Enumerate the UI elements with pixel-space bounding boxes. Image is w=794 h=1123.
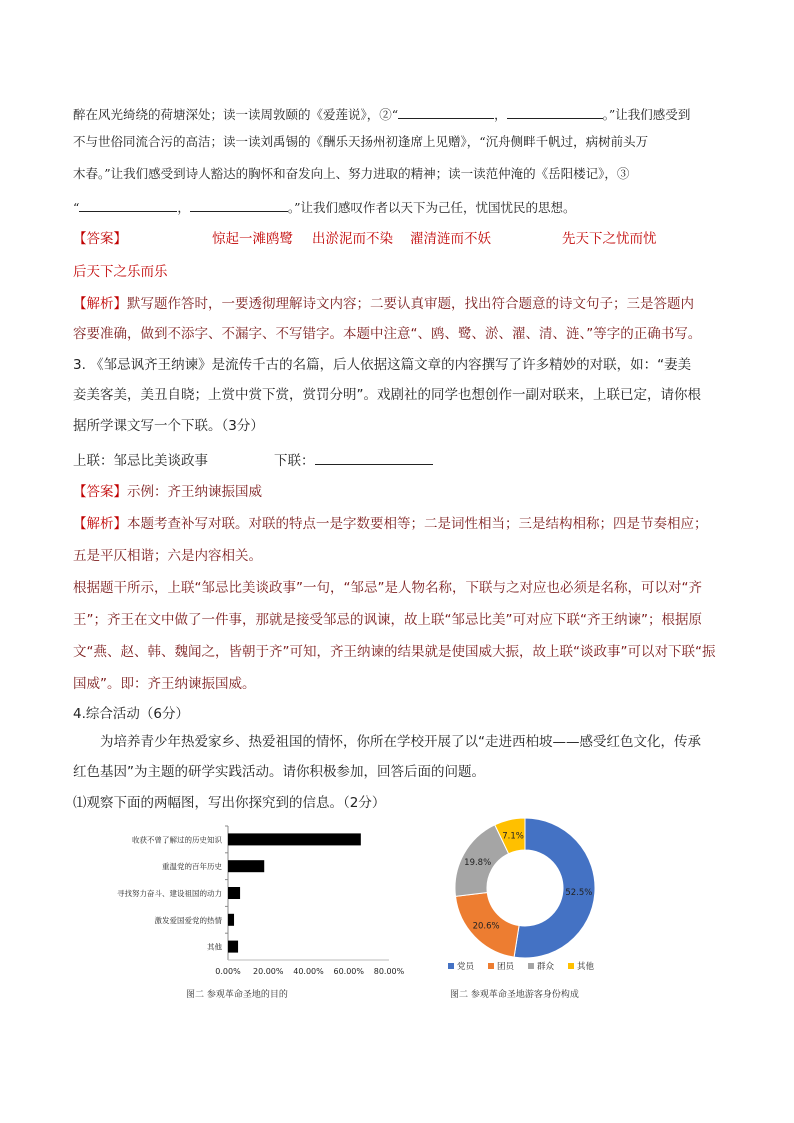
bar-category-label: 激发爱国爱党的热情 xyxy=(154,915,222,925)
answer-item: 出淤泥而不染 xyxy=(312,231,393,247)
answer-blank[interactable] xyxy=(79,197,177,212)
bar-x-tick-label: 20.00% xyxy=(252,967,284,976)
q3-answer: 【答案】示例：齐王纳谏振国威 xyxy=(73,484,262,500)
analysis-label: 【解析】 xyxy=(73,516,127,532)
legend-swatch xyxy=(528,963,534,969)
lower-couplet-label: 下联： xyxy=(274,453,315,469)
q3-line-1: 3. 《邹忌讽齐王纳谏》是流传千古的名篇，后人依据这篇文章的内容撰写了许多精妙的对联，如：“妻美 xyxy=(73,357,692,373)
legend-swatch xyxy=(448,963,454,969)
answer-blank[interactable] xyxy=(398,104,494,119)
legend-label: 其他 xyxy=(577,962,595,972)
upper-couplet: 上联：邹忌比美谈政事 xyxy=(73,453,208,469)
q3-analysis-line-6: 国威”。即：齐王纳谏振国威。 xyxy=(73,676,256,692)
legend-swatch xyxy=(488,963,494,969)
q4-intro-line-1: 为培养青少年热爱家乡、热爱祖国的情怀，你所在学校开展了以“走进西柏坡——感受红色文化，传承 xyxy=(100,734,701,750)
bar-x-tick-label: 0.00% xyxy=(215,967,241,976)
poem-line-1: 醉在风光绮绕的荷塘深处；读一读周敦颐的《爱莲说》，②“ ， 。”让我们感受到 xyxy=(73,104,733,125)
bar-x-tick-label: 60.00% xyxy=(333,967,365,976)
q3-analysis-line-3: 根据题干所示，上联“邹忌比美谈政事”一句，“邹忌”是人物名称，下联与之对应也必须是名称，可以对“齐 xyxy=(73,580,702,596)
bar-category-label: 寻找努力奋斗、建设祖国的动力 xyxy=(117,889,222,898)
answer-blank[interactable] xyxy=(190,197,288,212)
q3-line-2: 妾美客美，美丑自晓；上赏中赏下赏，赏罚分明”。戏剧社的同学也想创作一副对联来，上联已定，请你根 xyxy=(73,387,701,403)
bar xyxy=(228,914,234,926)
visitor-donut-chart xyxy=(440,818,610,980)
legend-label: 党员 xyxy=(457,962,475,972)
q4-intro-line-2: 红色基因”为主题的研学实践活动。请你积极参加，回答后面的问题。 xyxy=(73,764,485,780)
poem-line-2: 不与世俗同流合污的高洁；读一读刘禹锡的《酬乐天扬州初逢席上见赠》，“沉舟侧畔千帆过，病树前头万 xyxy=(73,134,649,149)
donut-data-label: 7.1% xyxy=(502,831,524,842)
donut-data-label: 20.6% xyxy=(472,921,500,932)
q2-analysis-line-2: 容要准确，做到不添字、不漏字、不写错字。本题中注意“、鸥、鹭、淤、濯、清、涟、”等字的正确书写。 xyxy=(73,326,702,342)
donut-chart-title: 图二 参观革命圣地游客身份构成 xyxy=(450,990,579,1000)
bar-chart-title: 图二 参观革命圣地的目的 xyxy=(186,990,288,1000)
bar-category-label: 收获不曾了解过的历史知识 xyxy=(132,835,222,845)
donut-data-label: 52.5% xyxy=(565,888,593,899)
answer-item: 后天下之乐而乐 xyxy=(73,264,168,280)
q3-analysis-line-2: 五是平仄相谐；六是内容相关。 xyxy=(73,548,262,564)
bar xyxy=(228,860,264,872)
legend-swatch xyxy=(568,963,574,969)
q3-analysis-line-1: 【解析】本题考查补写对联。对联的特点一是字数要相等；二是词性相当；三是结构相称；四是节奏相应； xyxy=(73,516,708,532)
poem-line-4: “ ， 。”让我们感叹作者以天下为己任，忧国忧民的思想。 xyxy=(73,197,733,218)
q2-answer xyxy=(73,229,733,249)
legend-label: 团员 xyxy=(497,962,515,972)
purpose-bar-chart xyxy=(73,822,413,984)
poem-line-3: 木春。”让我们感受到诗人豁达的胸怀和奋发向上、努力进取的精神；读一读范仲淹的《岳阳楼记》，③ xyxy=(73,166,630,181)
bar-x-tick-label: 80.00% xyxy=(373,967,405,976)
answer-label: 【答案】 xyxy=(73,484,127,500)
q3-line-3: 据所学课文写一个下联。（3分） xyxy=(73,418,264,434)
answer-label: 【答案】 xyxy=(73,231,127,247)
bar xyxy=(228,833,361,845)
legend-label: 群众 xyxy=(537,962,555,972)
bar xyxy=(228,887,240,899)
lower-couplet-blank[interactable] xyxy=(315,450,433,465)
answer-item: 惊起一滩鸥鹭 xyxy=(212,231,293,247)
q4-sub-question-1: ⑴观察下面的两幅图，写出你探究到的信息。（2分） xyxy=(73,795,386,811)
q3-analysis-line-4: 王”；齐王在文中做了一件事，那就是接受邹忌的讽谏，故上联“邹忌比美”可对应下联“齐王纳谏”；根据原 xyxy=(73,612,702,628)
couplet-line xyxy=(73,450,733,471)
bar xyxy=(228,941,238,953)
answer-item: 先天下之忧而忧 xyxy=(562,231,657,247)
q3-analysis-line-5: 文“燕、赵、韩、魏闻之，皆朝于齐”可知，齐王纳谏的结果就是使国威大振，故上联“谈政事”可以对下联“振 xyxy=(73,644,716,660)
answer-item: 濯清涟而不妖 xyxy=(410,231,491,247)
donut-data-label: 19.8% xyxy=(464,857,492,868)
q2-analysis-line-1: 【解析】默写题作答时，一要透彻理解诗文内容；二要认真审题，找出符合题意的诗文句子；三是答题内 xyxy=(73,296,694,312)
q4-heading: 4.综合活动（6分） xyxy=(73,706,189,722)
bar-x-tick-label: 40.00% xyxy=(293,967,324,976)
analysis-label: 【解析】 xyxy=(73,296,127,312)
bar-category-label: 其他 xyxy=(207,942,222,952)
answer-blank[interactable] xyxy=(507,104,603,119)
bar-category-label: 重温党的百年历史 xyxy=(162,862,222,872)
